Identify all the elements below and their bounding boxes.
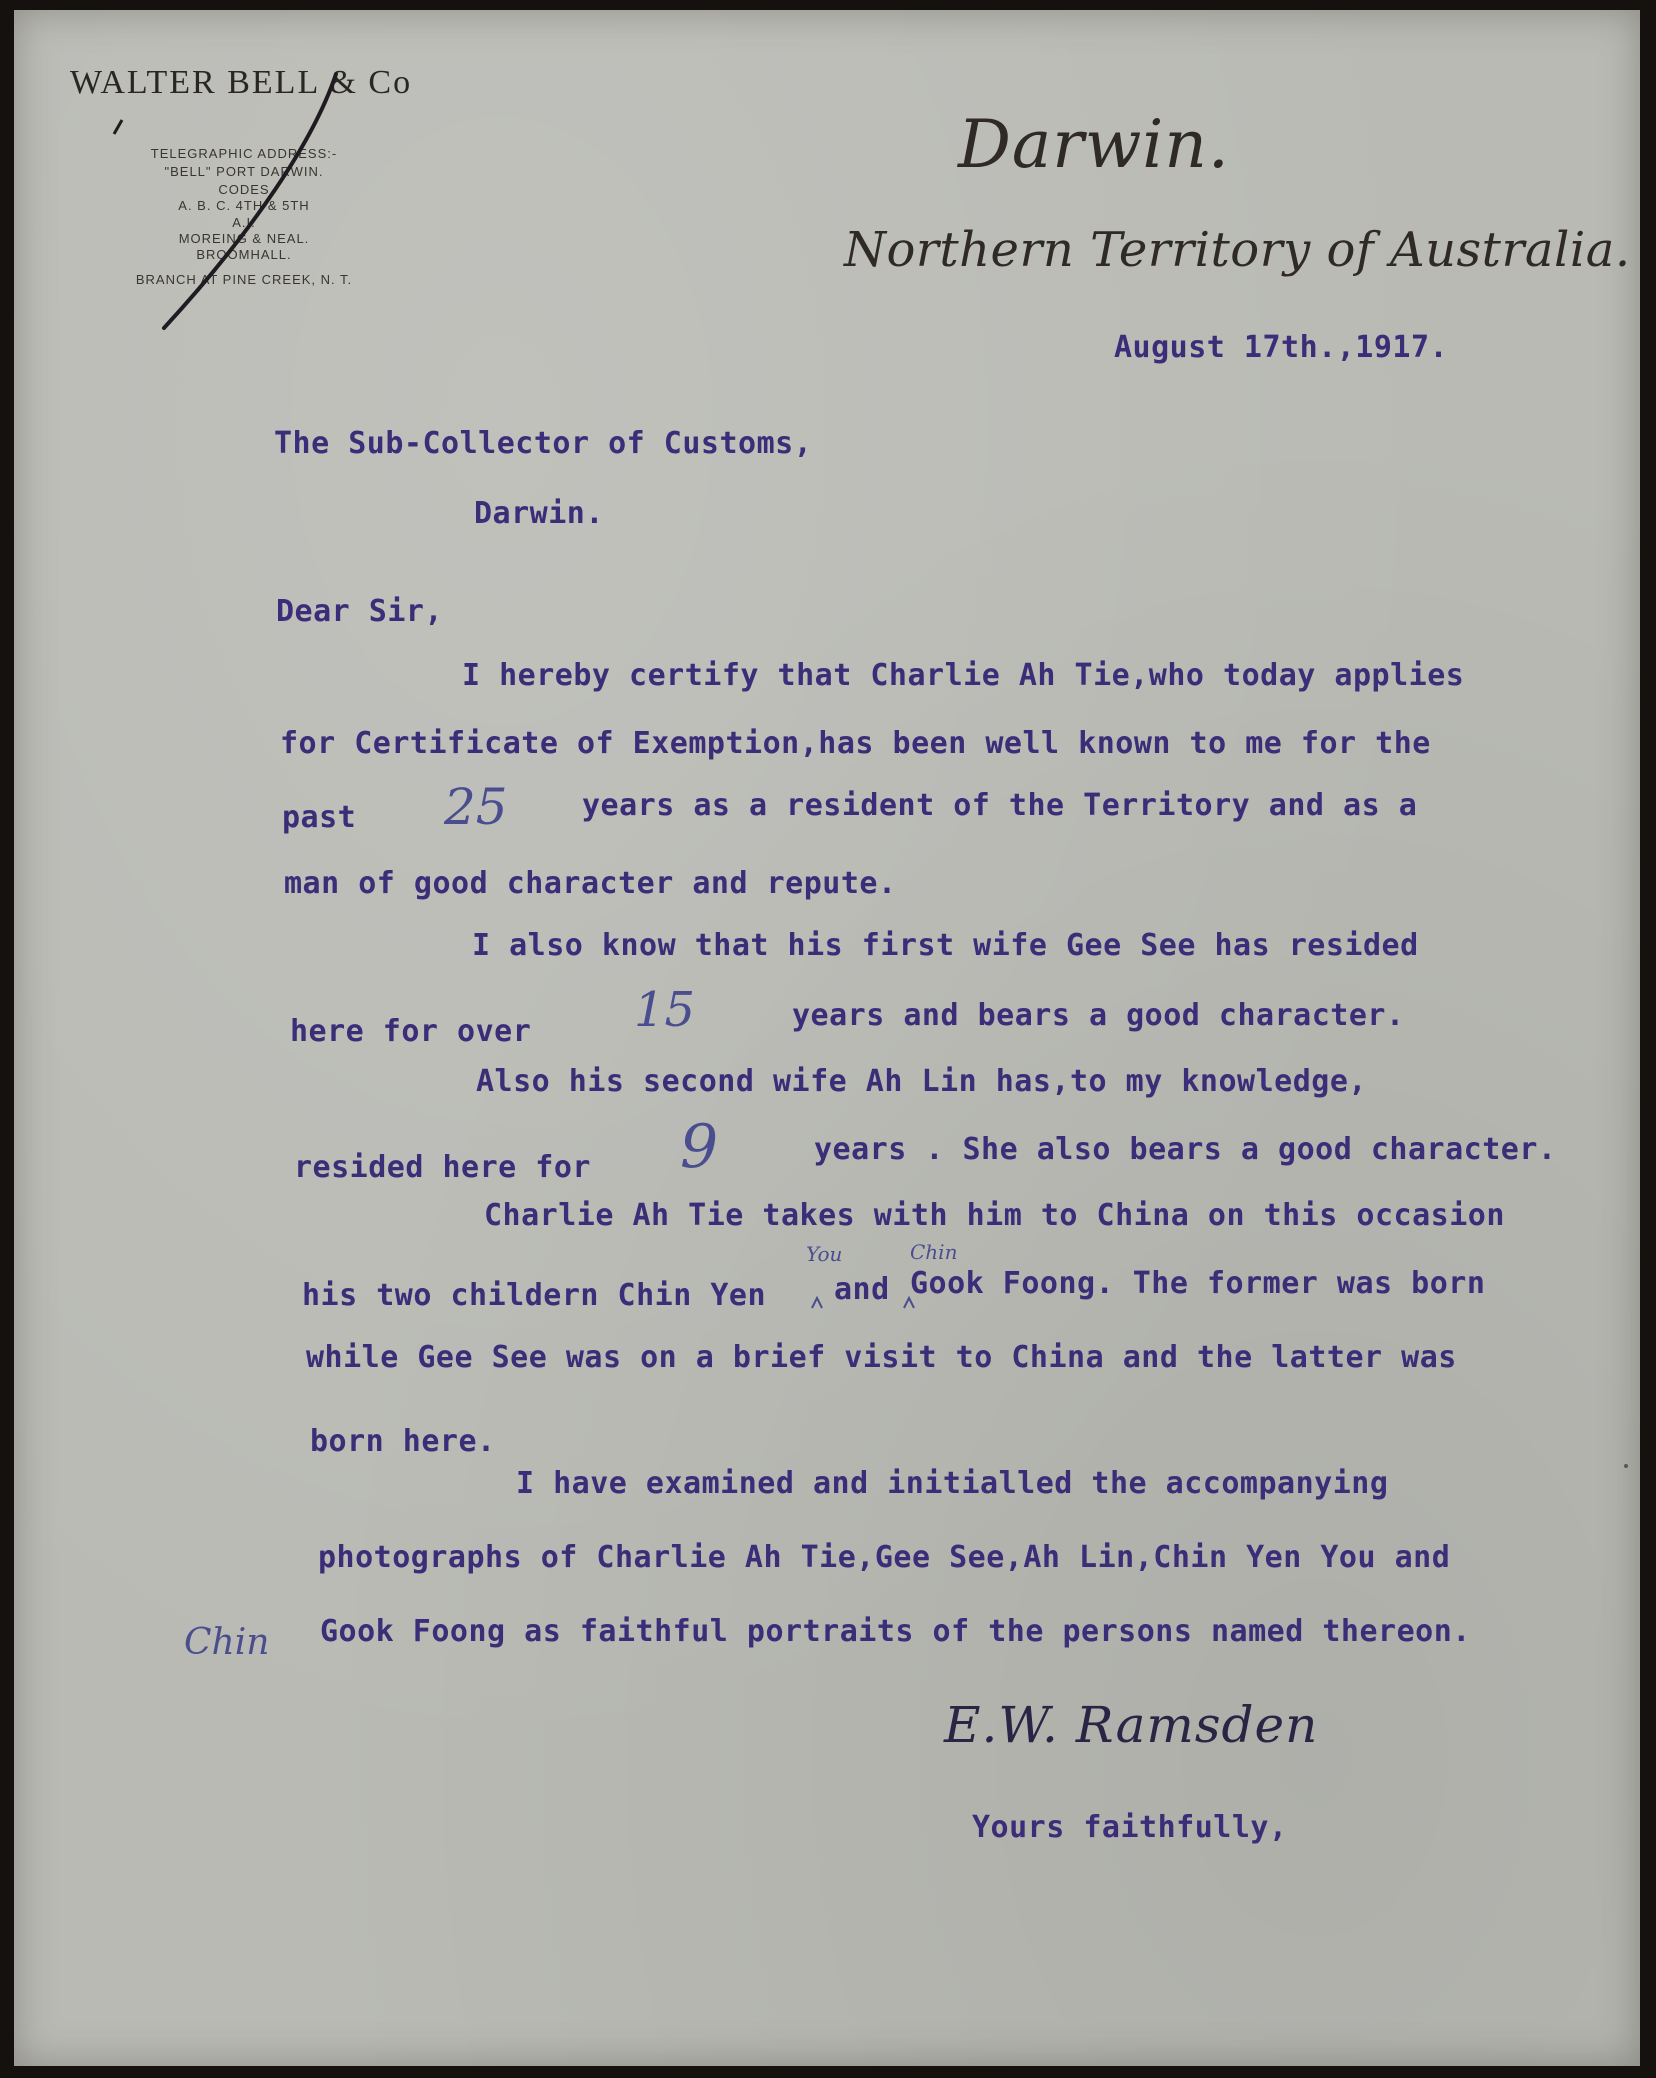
body-line: Gook Foong. The former was born	[910, 1266, 1486, 1301]
caret-icon	[812, 1298, 822, 1308]
handwritten-insertion-chin: Chin	[910, 1240, 958, 1264]
speck	[1624, 1464, 1628, 1468]
handwritten-years-15: 15	[634, 982, 696, 1038]
letter-date: August 17th.,1917.	[1114, 330, 1449, 365]
body-line: past	[282, 800, 357, 835]
body-line: years as a resident of the Territory and as a	[582, 788, 1418, 823]
letterhead-line: MOREING & NEAL.	[178, 231, 310, 246]
body-line: I also know that his first wife Gee See has resided	[472, 928, 1419, 963]
body-line: and	[834, 1272, 890, 1307]
body-line: his two childern Chin Yen	[302, 1278, 767, 1313]
body-line: I hereby certify that Charlie Ah Tie,who today applies	[462, 658, 1465, 693]
handwritten-margin-chin: Chin	[184, 1622, 270, 1663]
place-darwin: Darwin.	[958, 106, 1230, 183]
firm-name: WALTER BELL & Co	[70, 64, 413, 101]
body-line: Gook Foong as faithful portraits of the persons named thereon.	[320, 1614, 1471, 1649]
handwritten-insertion-you: You	[806, 1242, 843, 1266]
tick-mark-icon	[114, 120, 122, 134]
handwritten-years-9: 9	[680, 1112, 719, 1182]
addressee-line-2: Darwin.	[474, 496, 604, 531]
letter-sheet	[14, 10, 1640, 2066]
body-line: resided here for	[294, 1150, 591, 1185]
pen-marks	[14, 10, 1640, 2066]
letterhead-line: CODES	[218, 182, 270, 197]
body-line: Also his second wife Ah Lin has,to my knowledge,	[476, 1064, 1367, 1099]
closing: Yours faithfully,	[972, 1810, 1288, 1845]
body-line: years and bears a good character.	[792, 998, 1405, 1033]
signature: E.W. Ramsden	[944, 1696, 1319, 1754]
letterhead-line: "BELL" PORT DARWIN.	[164, 164, 324, 179]
body-line: man of good character and repute.	[284, 866, 897, 901]
body-line: Charlie Ah Tie takes with him to China on this occasion	[484, 1198, 1505, 1233]
body-line: here for over	[290, 1014, 532, 1049]
pen-stroke-icon	[164, 74, 336, 328]
body-line: photographs of Charlie Ah Tie,Gee See,Ah Lin,Chin Yen You and	[318, 1540, 1451, 1575]
letterhead-line: A.I.	[232, 215, 256, 230]
body-line: born here.	[310, 1424, 496, 1459]
handwritten-years-25: 25	[444, 778, 508, 836]
body-line: years . She also bears a good character.	[814, 1132, 1557, 1167]
caret-icon	[904, 1298, 914, 1308]
body-line: I have examined and initialled the accompanying	[516, 1466, 1389, 1501]
letterhead-line: TELEGRAPHIC ADDRESS:-	[150, 146, 338, 161]
salutation: Dear Sir,	[276, 594, 444, 629]
body-line: for Certificate of Exemption,has been well known to me for the	[280, 726, 1431, 761]
letterhead-line: BROOMHALL.	[196, 247, 292, 262]
addressee-line-1: The Sub-Collector of Customs,	[274, 426, 813, 461]
letterhead-line: BRANCH AT PINE CREEK, N. T.	[135, 272, 353, 287]
body-line: while Gee See was on a brief visit to China and the latter was	[306, 1340, 1457, 1375]
place-territory: Northern Territory of Australia.	[844, 222, 1631, 278]
letterhead-line: A. B. C. 4TH & 5TH	[178, 198, 310, 213]
